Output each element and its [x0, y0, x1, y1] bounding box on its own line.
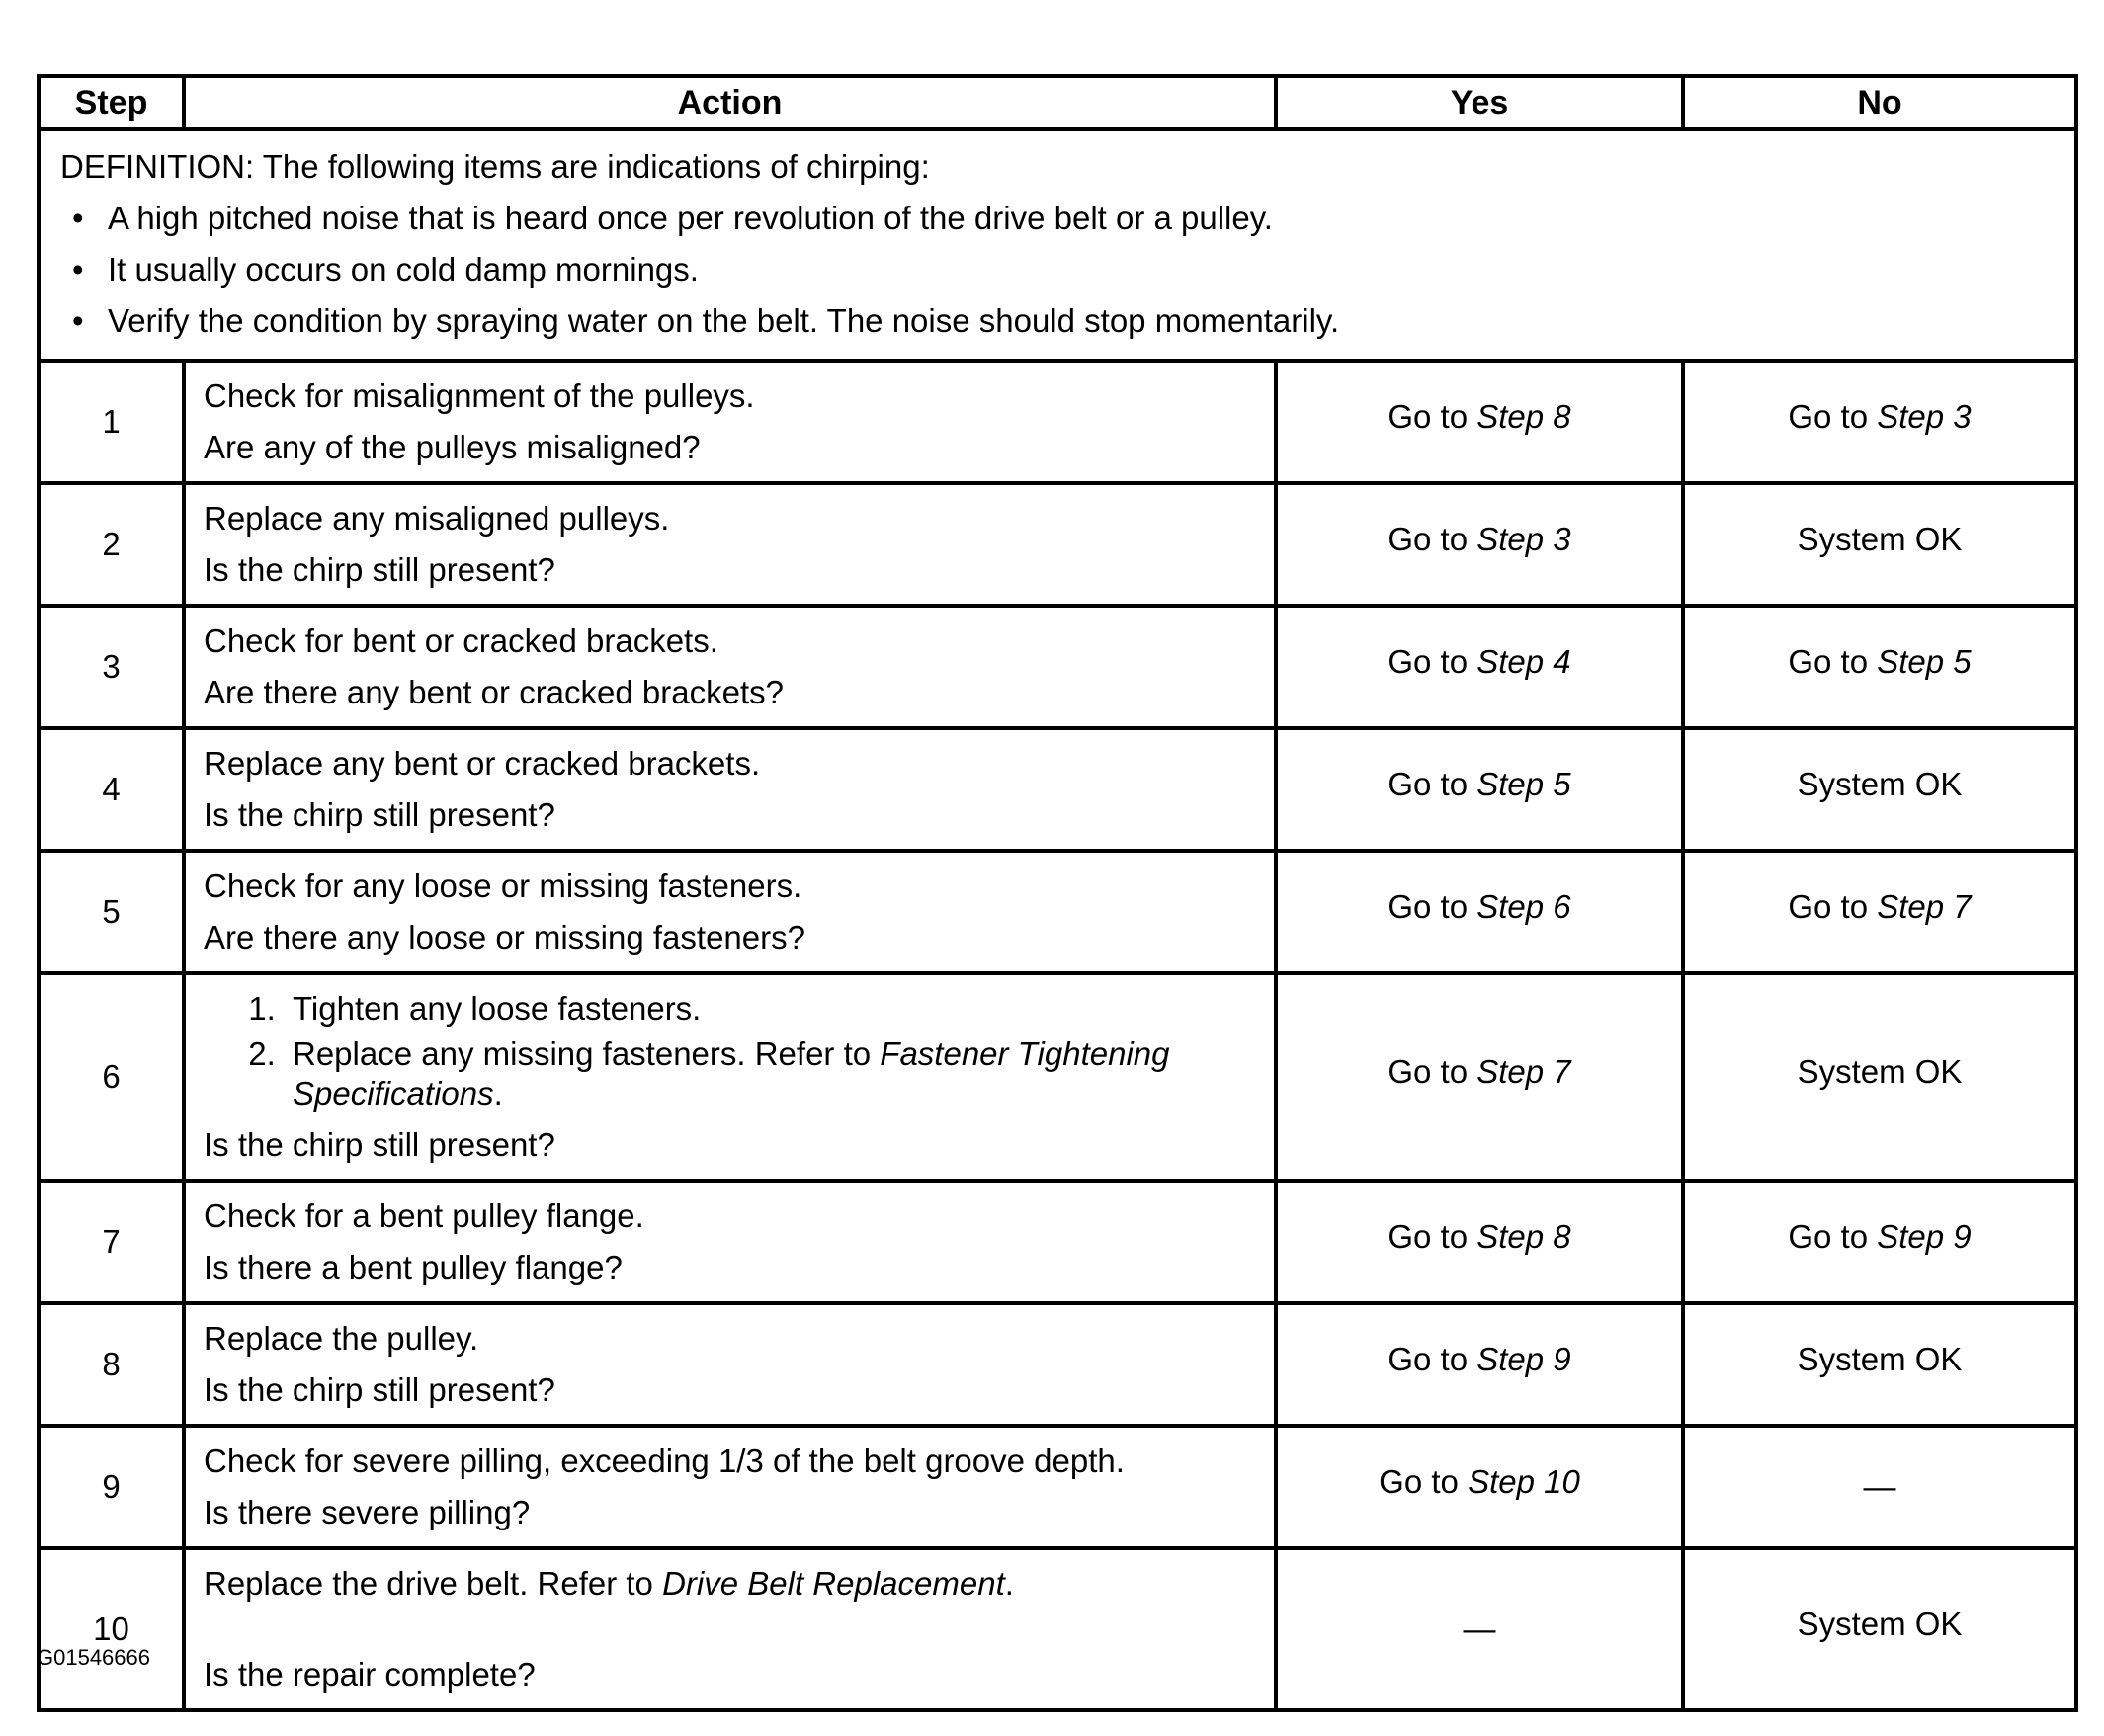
action-question: Is the chirp still present? [204, 1371, 555, 1408]
no-step-link[interactable]: Step 7 [1877, 888, 1972, 925]
action-cell [184, 483, 1276, 606]
action-text: Check for any loose or missing fasteners. [204, 868, 802, 904]
yes-cell [1276, 483, 1683, 606]
action-text: Check for bent or cracked brackets. [204, 622, 718, 659]
definition-item: • A high pitched noise that is heard once per revolution of the drive belt or a pulley. [108, 193, 2055, 244]
table-row [39, 1181, 2076, 1303]
no-prefix: Go to [1788, 643, 1869, 680]
no-cell [1683, 606, 2076, 728]
yes-step-link[interactable]: Step 3 [1476, 521, 1571, 557]
action-cell [184, 1548, 1276, 1710]
definition-list [60, 193, 2055, 347]
no-cell [1683, 851, 2076, 973]
yes-prefix: Go to [1388, 1218, 1469, 1255]
header-yes: Yes [1276, 76, 1683, 129]
action-cell [184, 1181, 1276, 1303]
action-text: Replace any bent or cracked brackets. [204, 745, 761, 782]
no-cell [1683, 973, 2076, 1181]
header-no: No [1683, 76, 2076, 129]
action-question: Are any of the pulleys misaligned? [204, 429, 701, 465]
header-step: Step [39, 76, 184, 129]
action-cell [184, 851, 1276, 973]
no-step-link[interactable]: Step 9 [1877, 1218, 1972, 1255]
no-cell [1683, 1426, 2076, 1548]
substep-text: Replace any missing fasteners. Refer to [293, 1035, 872, 1072]
no-result: System OK [1797, 1053, 1963, 1090]
action-question: Is there severe pilling? [204, 1494, 531, 1530]
no-cell [1683, 1548, 2076, 1710]
table-row [39, 851, 2076, 973]
definition-intro: DEFINITION: The following items are indications of chirping: [60, 148, 930, 185]
yes-cell [1276, 1181, 1683, 1303]
yes-step-link[interactable]: Step 8 [1476, 398, 1571, 435]
yes-cell [1276, 728, 1683, 851]
definition-item: • It usually occurs on cold damp mornings. [108, 244, 2055, 295]
step-number: 7 [39, 1181, 184, 1303]
action-cell [184, 361, 1276, 483]
figure-id: G01546666 [37, 1645, 150, 1670]
reference-link[interactable]: Drive Belt Replacement [662, 1565, 1005, 1602]
no-cell [1683, 728, 2076, 851]
table-row [39, 1548, 2076, 1710]
yes-step-link[interactable]: Step 9 [1476, 1341, 1571, 1377]
no-step-link[interactable]: Step 3 [1877, 398, 1972, 435]
definition-cell [39, 129, 2076, 361]
yes-cell [1276, 1548, 1683, 1710]
action-text: Check for a bent pulley flange. [204, 1198, 644, 1234]
no-result: System OK [1797, 521, 1963, 557]
step-number: 4 [39, 728, 184, 851]
yes-step-link[interactable]: Step 6 [1476, 888, 1571, 925]
action-question: Are there any loose or missing fasteners? [204, 919, 805, 955]
step-number: 8 [39, 1303, 184, 1426]
yes-prefix: Go to [1388, 888, 1469, 925]
step-number: 2 [39, 483, 184, 606]
yes-prefix: Go to [1388, 766, 1469, 802]
yes-prefix: Go to [1379, 1463, 1459, 1500]
yes-cell [1276, 1303, 1683, 1426]
step-number: 3 [39, 606, 184, 728]
action-text: Check for misalignment of the pulleys. [204, 377, 755, 414]
step-number: 6 [39, 973, 184, 1181]
no-cell [1683, 361, 2076, 483]
action-cell [184, 606, 1276, 728]
table-row [39, 361, 2076, 483]
yes-step-link[interactable]: Step 10 [1468, 1463, 1580, 1500]
action-question: Is the chirp still present? [204, 796, 555, 833]
definition-item: • Verify the condition by spraying water on the belt. The noise should stop momentarily. [108, 295, 2055, 347]
no-cell [1683, 1181, 2076, 1303]
action-question: Is there a bent pulley flange? [204, 1249, 623, 1285]
substep-item [285, 989, 1256, 1029]
action-text: Replace the pulley. [204, 1320, 479, 1357]
no-prefix: Go to [1788, 398, 1869, 435]
action-text: Replace the drive belt. Refer to Drive Belt Replacement. [204, 1565, 1014, 1602]
action-question: Is the repair complete? [204, 1656, 536, 1693]
yes-step-link[interactable]: Step 7 [1476, 1053, 1571, 1090]
diagnostic-table [37, 74, 2078, 1712]
yes-prefix: Go to [1388, 643, 1469, 680]
yes-cell [1276, 851, 1683, 973]
yes-step-link[interactable]: Step 5 [1476, 766, 1571, 802]
step-number: 1 [39, 361, 184, 483]
action-question: Is the chirp still present? [204, 551, 555, 588]
action-question: Is the chirp still present? [204, 1126, 555, 1163]
yes-prefix: Go to [1388, 521, 1469, 557]
yes-cell [1276, 973, 1683, 1181]
no-step-link[interactable]: Step 5 [1877, 643, 1972, 680]
action-cell [184, 1426, 1276, 1548]
substep-punct: . [493, 1075, 503, 1112]
table-row [39, 606, 2076, 728]
action-text: Replace any misaligned pulleys. [204, 500, 670, 537]
header-row [39, 76, 2076, 129]
step-number: 5 [39, 851, 184, 973]
yes-step-link[interactable]: Step 4 [1476, 643, 1571, 680]
table-row [39, 1303, 2076, 1426]
yes-cell [1276, 1426, 1683, 1548]
action-question: Are there any bent or cracked brackets? [204, 674, 784, 710]
yes-step-link[interactable]: Step 8 [1476, 1218, 1571, 1255]
yes-cell [1276, 606, 1683, 728]
no-prefix: Go to [1788, 1218, 1869, 1255]
no-result: — [1863, 1468, 1896, 1505]
no-cell [1683, 1303, 2076, 1426]
no-cell [1683, 483, 2076, 606]
header-action: Action [184, 76, 1276, 129]
yes-prefix: Go to [1388, 1341, 1469, 1377]
action-text: Check for severe pilling, exceeding 1/3 of the belt groove depth. [204, 1443, 1125, 1479]
substep-item [285, 1034, 1256, 1114]
yes-cell [1276, 361, 1683, 483]
definition-row [39, 129, 2076, 361]
yes-result: — [1463, 1611, 1496, 1647]
no-result: System OK [1797, 766, 1963, 802]
action-cell [184, 1303, 1276, 1426]
no-result: System OK [1797, 1341, 1963, 1377]
yes-prefix: Go to [1388, 398, 1469, 435]
action-cell [184, 973, 1276, 1181]
substep-list [204, 989, 1256, 1114]
spacer [204, 1610, 1256, 1649]
action-cell [184, 728, 1276, 851]
yes-prefix: Go to [1388, 1053, 1469, 1090]
no-prefix: Go to [1788, 888, 1869, 925]
substep-text: Tighten any loose fasteners. [293, 990, 702, 1027]
table-row [39, 483, 2076, 606]
table-row [39, 1426, 2076, 1548]
reference-link[interactable]: Fastener Tightening Specifications [293, 1035, 1170, 1112]
no-result: System OK [1797, 1606, 1963, 1642]
table-row [39, 728, 2076, 851]
step-number: 9 [39, 1426, 184, 1548]
step-number: 10 [39, 1548, 184, 1710]
table-row [39, 973, 2076, 1181]
